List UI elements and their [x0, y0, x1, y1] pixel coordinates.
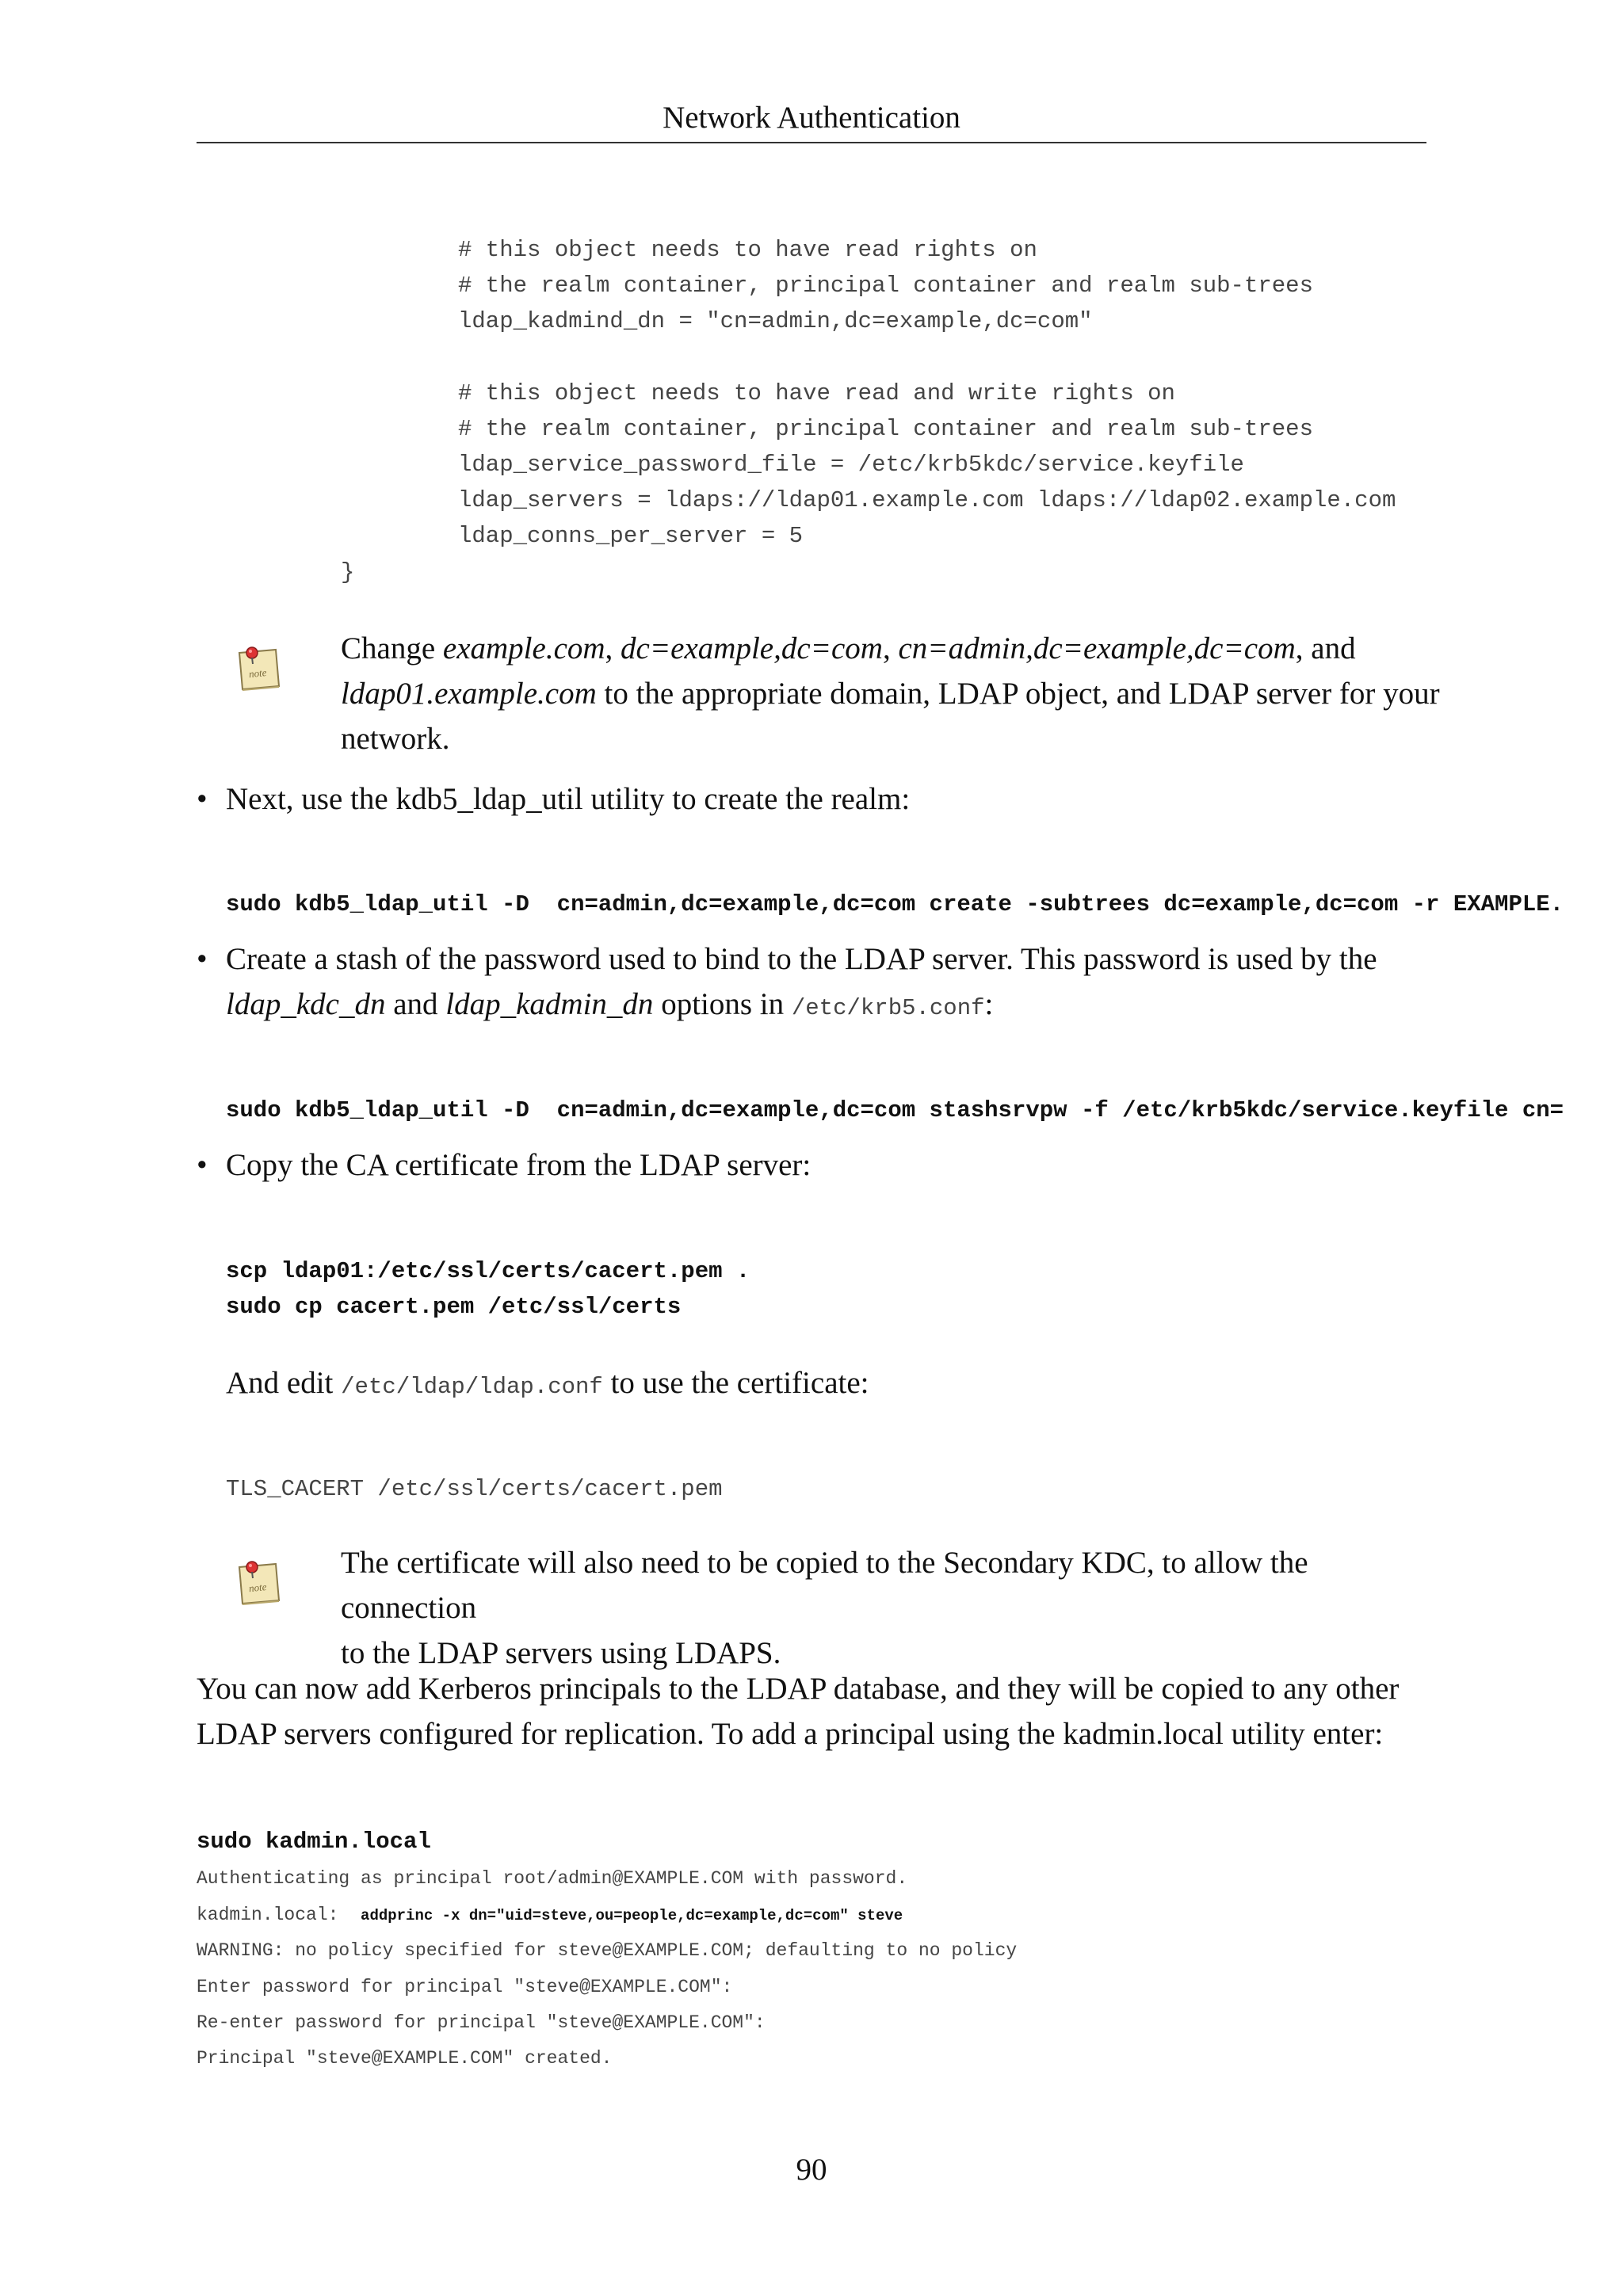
code-line: ldap_servers = ldaps://ldap01.example.com ldaps://ldap02.example.com: [458, 487, 1396, 513]
output-line: Re-enter password for principal "steve@EXAMPLE.COM":: [197, 2012, 766, 2033]
code-line: ldap_kadmind_dn = "cn=admin,dc=example,dc=com": [458, 308, 1093, 334]
option-name: ldap_kadmin_dn: [445, 987, 654, 1021]
code-line: # the realm container, principal container and realm sub-trees: [458, 416, 1313, 442]
note-text-fragment: ,: [605, 631, 621, 666]
output-line: WARNING: no policy specified for steve@EXAMPLE.COM; defaulting to no policy: [197, 1940, 1018, 1961]
edit-text-fragment: to use the certificate:: [602, 1366, 869, 1400]
file-path: /etc/ldap/ldap.conf: [341, 1374, 603, 1400]
code-line: # this object needs to have read rights on: [458, 237, 1037, 263]
command-line: sudo kadmin.local: [197, 1829, 431, 1855]
note-text: [341, 626, 1450, 761]
command-line: scp ldap01:/etc/ssl/certs/cacert.pem .: [226, 1258, 750, 1284]
bullet-text: [226, 936, 1494, 1031]
note-icon: [235, 642, 282, 692]
svg-text:note: note: [248, 1580, 268, 1595]
header-rule: [197, 142, 1426, 143]
command-line: sudo cp cacert.pem /etc/ssl/certs: [226, 1294, 682, 1320]
edit-instruction: [226, 1360, 869, 1409]
edit-text-fragment: And edit: [226, 1366, 342, 1400]
bullet-text-fragment: :: [984, 987, 994, 1021]
note-emphasis: cn=admin,dc=example,dc=com: [898, 631, 1296, 666]
bullet-marker: •: [197, 782, 208, 816]
option-name: ldap_kdc_dn: [226, 987, 386, 1021]
note-icon: [235, 1556, 282, 1607]
note-text-fragment: Change: [341, 631, 443, 666]
page-number: 90: [796, 2153, 827, 2187]
code-line: # this object needs to have read and write rights on: [458, 380, 1175, 406]
note-text-line: The certificate will also need to be copied to the Secondary KDC, to allow the connection: [341, 1546, 1308, 1625]
svg-text:note: note: [248, 666, 268, 681]
body-paragraph: [197, 1666, 1465, 1756]
prompt-line: [197, 1902, 903, 1928]
note-text-fragment: to the appropriate domain, LDAP object, and LDAP server for your: [596, 677, 1440, 711]
command-line: sudo kdb5_ldap_util -D cn=admin,dc=example,dc=com stashsrvpw -f /etc/krb5kdc/service.keyfile cn=: [226, 1097, 1564, 1123]
bullet-text-line: Create a stash of the password used to bind to the LDAP server. This password is used by the: [226, 942, 1377, 976]
prompt-command: addprinc -x dn="uid=steve,ou=people,dc=example,dc=com" steve: [361, 1907, 903, 1924]
bullet-text: Next, use the kdb5_ldap_util utility to create the realm:: [226, 782, 911, 816]
output-line: Enter password for principal "steve@EXAMPLE.COM":: [197, 1977, 733, 1997]
bullet-text: Copy the CA certificate from the LDAP server:: [226, 1148, 812, 1182]
note-emphasis: example.com: [442, 631, 605, 666]
paragraph-line: LDAP servers configured for replication. To add a principal using the kadmin.local utility enter:: [197, 1717, 1384, 1751]
paragraph-line: You can now add Kerberos principals to the LDAP database, and they will be copied to any other: [197, 1672, 1400, 1706]
config-line: TLS_CACERT /etc/ssl/certs/cacert.pem: [226, 1476, 723, 1502]
bullet-marker: •: [197, 942, 208, 976]
output-line: Principal "steve@EXAMPLE.COM" created.: [197, 2048, 613, 2069]
kadmin-prompt: kadmin.local:: [197, 1905, 361, 1925]
code-line: # the realm container, principal container and realm sub-trees: [458, 273, 1313, 299]
file-path: /etc/krb5.conf: [791, 995, 985, 1021]
output-line: Authenticating as principal root/admin@EXAMPLE.COM with password.: [197, 1868, 908, 1889]
command-line: sudo kdb5_ldap_util -D cn=admin,dc=example,dc=com create -subtrees dc=example,dc=com -r EXAMPLE.: [226, 891, 1564, 917]
bullet-text-fragment: options in: [653, 987, 792, 1021]
note-emphasis: dc=example,dc=com: [621, 631, 883, 666]
bullet-marker: •: [197, 1148, 208, 1182]
note-text-line: to the LDAP servers using LDAPS.: [341, 1636, 781, 1670]
note-emphasis: ldap01.example.com: [341, 677, 597, 711]
note-text: [341, 1540, 1450, 1676]
code-line: ldap_service_password_file = /etc/krb5kdc/service.keyfile: [458, 452, 1244, 478]
bullet-text-fragment: and: [385, 987, 446, 1021]
code-line: ldap_conns_per_server = 5: [458, 523, 804, 549]
note-text-fragment: ,: [882, 631, 899, 666]
note-text-fragment: network.: [341, 722, 450, 756]
code-closing-brace: }: [341, 559, 355, 585]
running-header: Network Authentication: [663, 101, 960, 135]
note-text-fragment: , and: [1295, 631, 1356, 666]
